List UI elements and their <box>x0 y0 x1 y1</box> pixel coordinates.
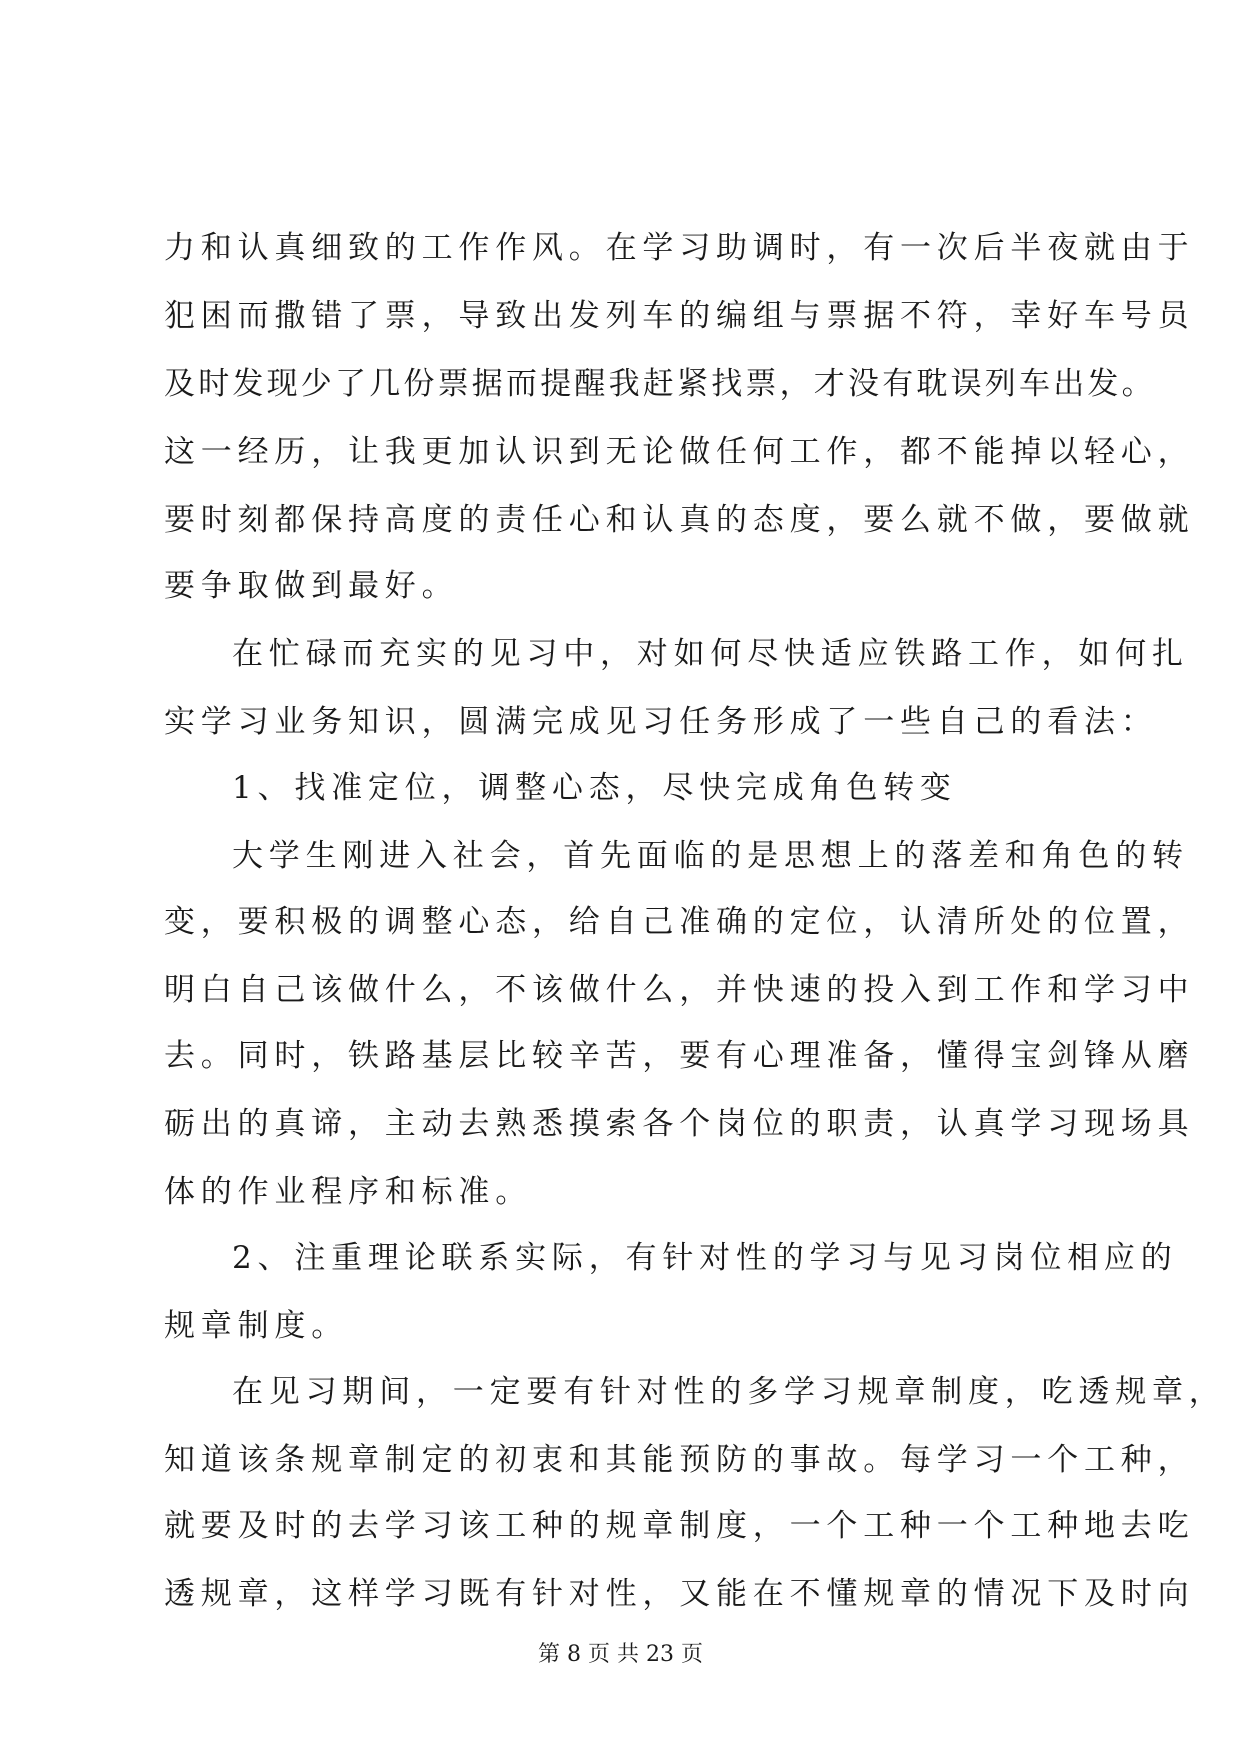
text-line: 要时刻都保持高度的责任心和认真的态度，要么就不做，要做就 <box>164 502 1195 538</box>
text-line-last: 透规章，这样学习既有针对性，又能在不懂规章的情况下及时向 <box>164 1576 1195 1612</box>
text-line: 要争取做到最好。 <box>164 568 459 604</box>
page-number-footer: 第 8 页 共 23 页 <box>538 1642 703 1667</box>
text-line: 犯困而撒错了票，导致出发列车的编组与票据不符，幸好车号员 <box>164 298 1195 334</box>
text-line: 明白自己该做什么，不该做什么，并快速的投入到工作和学习中 <box>164 972 1195 1008</box>
text-line: 去。同时，铁路基层比较辛苦，要有心理准备，懂得宝剑锋从磨 <box>164 1038 1195 1074</box>
text-line: 及时发现少了几份票据而提醒我赶紧找票，才没有耽误列车出发。 <box>164 366 1156 402</box>
paragraph-first-line: 在忙碌而充实的见习中，对如何尽快适应铁路工作，如何扎 <box>232 636 1189 672</box>
text-line: 知道该条规章制定的初衷和其能预防的事故。每学习一个工种， <box>164 1442 1195 1478</box>
text-line: 规章制度。 <box>164 1308 348 1344</box>
section-heading-1: 1、找准定位，调整心态，尽快完成角色转变 <box>232 770 957 806</box>
text-line: 力和认真细致的工作作风。在学习助调时，有一次后半夜就由于 <box>164 230 1195 266</box>
text-line: 这一经历，让我更加认识到无论做任何工作，都不能掉以轻心， <box>164 434 1195 470</box>
paragraph-first-line: 大学生刚进入社会，首先面临的是思想上的落差和角色的转 <box>232 838 1189 874</box>
text-line: 实学习业务知识，圆满完成见习任务形成了一些自己的看法： <box>164 704 1158 740</box>
section-heading-2: 2、注重理论联系实际，有针对性的学习与见习岗位相应的 <box>232 1240 1178 1276</box>
text-line: 体的作业程序和标准。 <box>164 1174 532 1210</box>
text-line: 砺出的真谛，主动去熟悉摸索各个岗位的职责，认真学习现场具 <box>164 1106 1195 1142</box>
text-line: 就要及时的去学习该工种的规章制度，一个工种一个工种地去吃 <box>164 1508 1195 1544</box>
paragraph-first-line: 在见习期间，一定要有针对性的多学习规章制度，吃透规章， <box>232 1374 1226 1410</box>
text-line: 变，要积极的调整心态，给自己准确的定位，认清所处的位置， <box>164 904 1195 940</box>
